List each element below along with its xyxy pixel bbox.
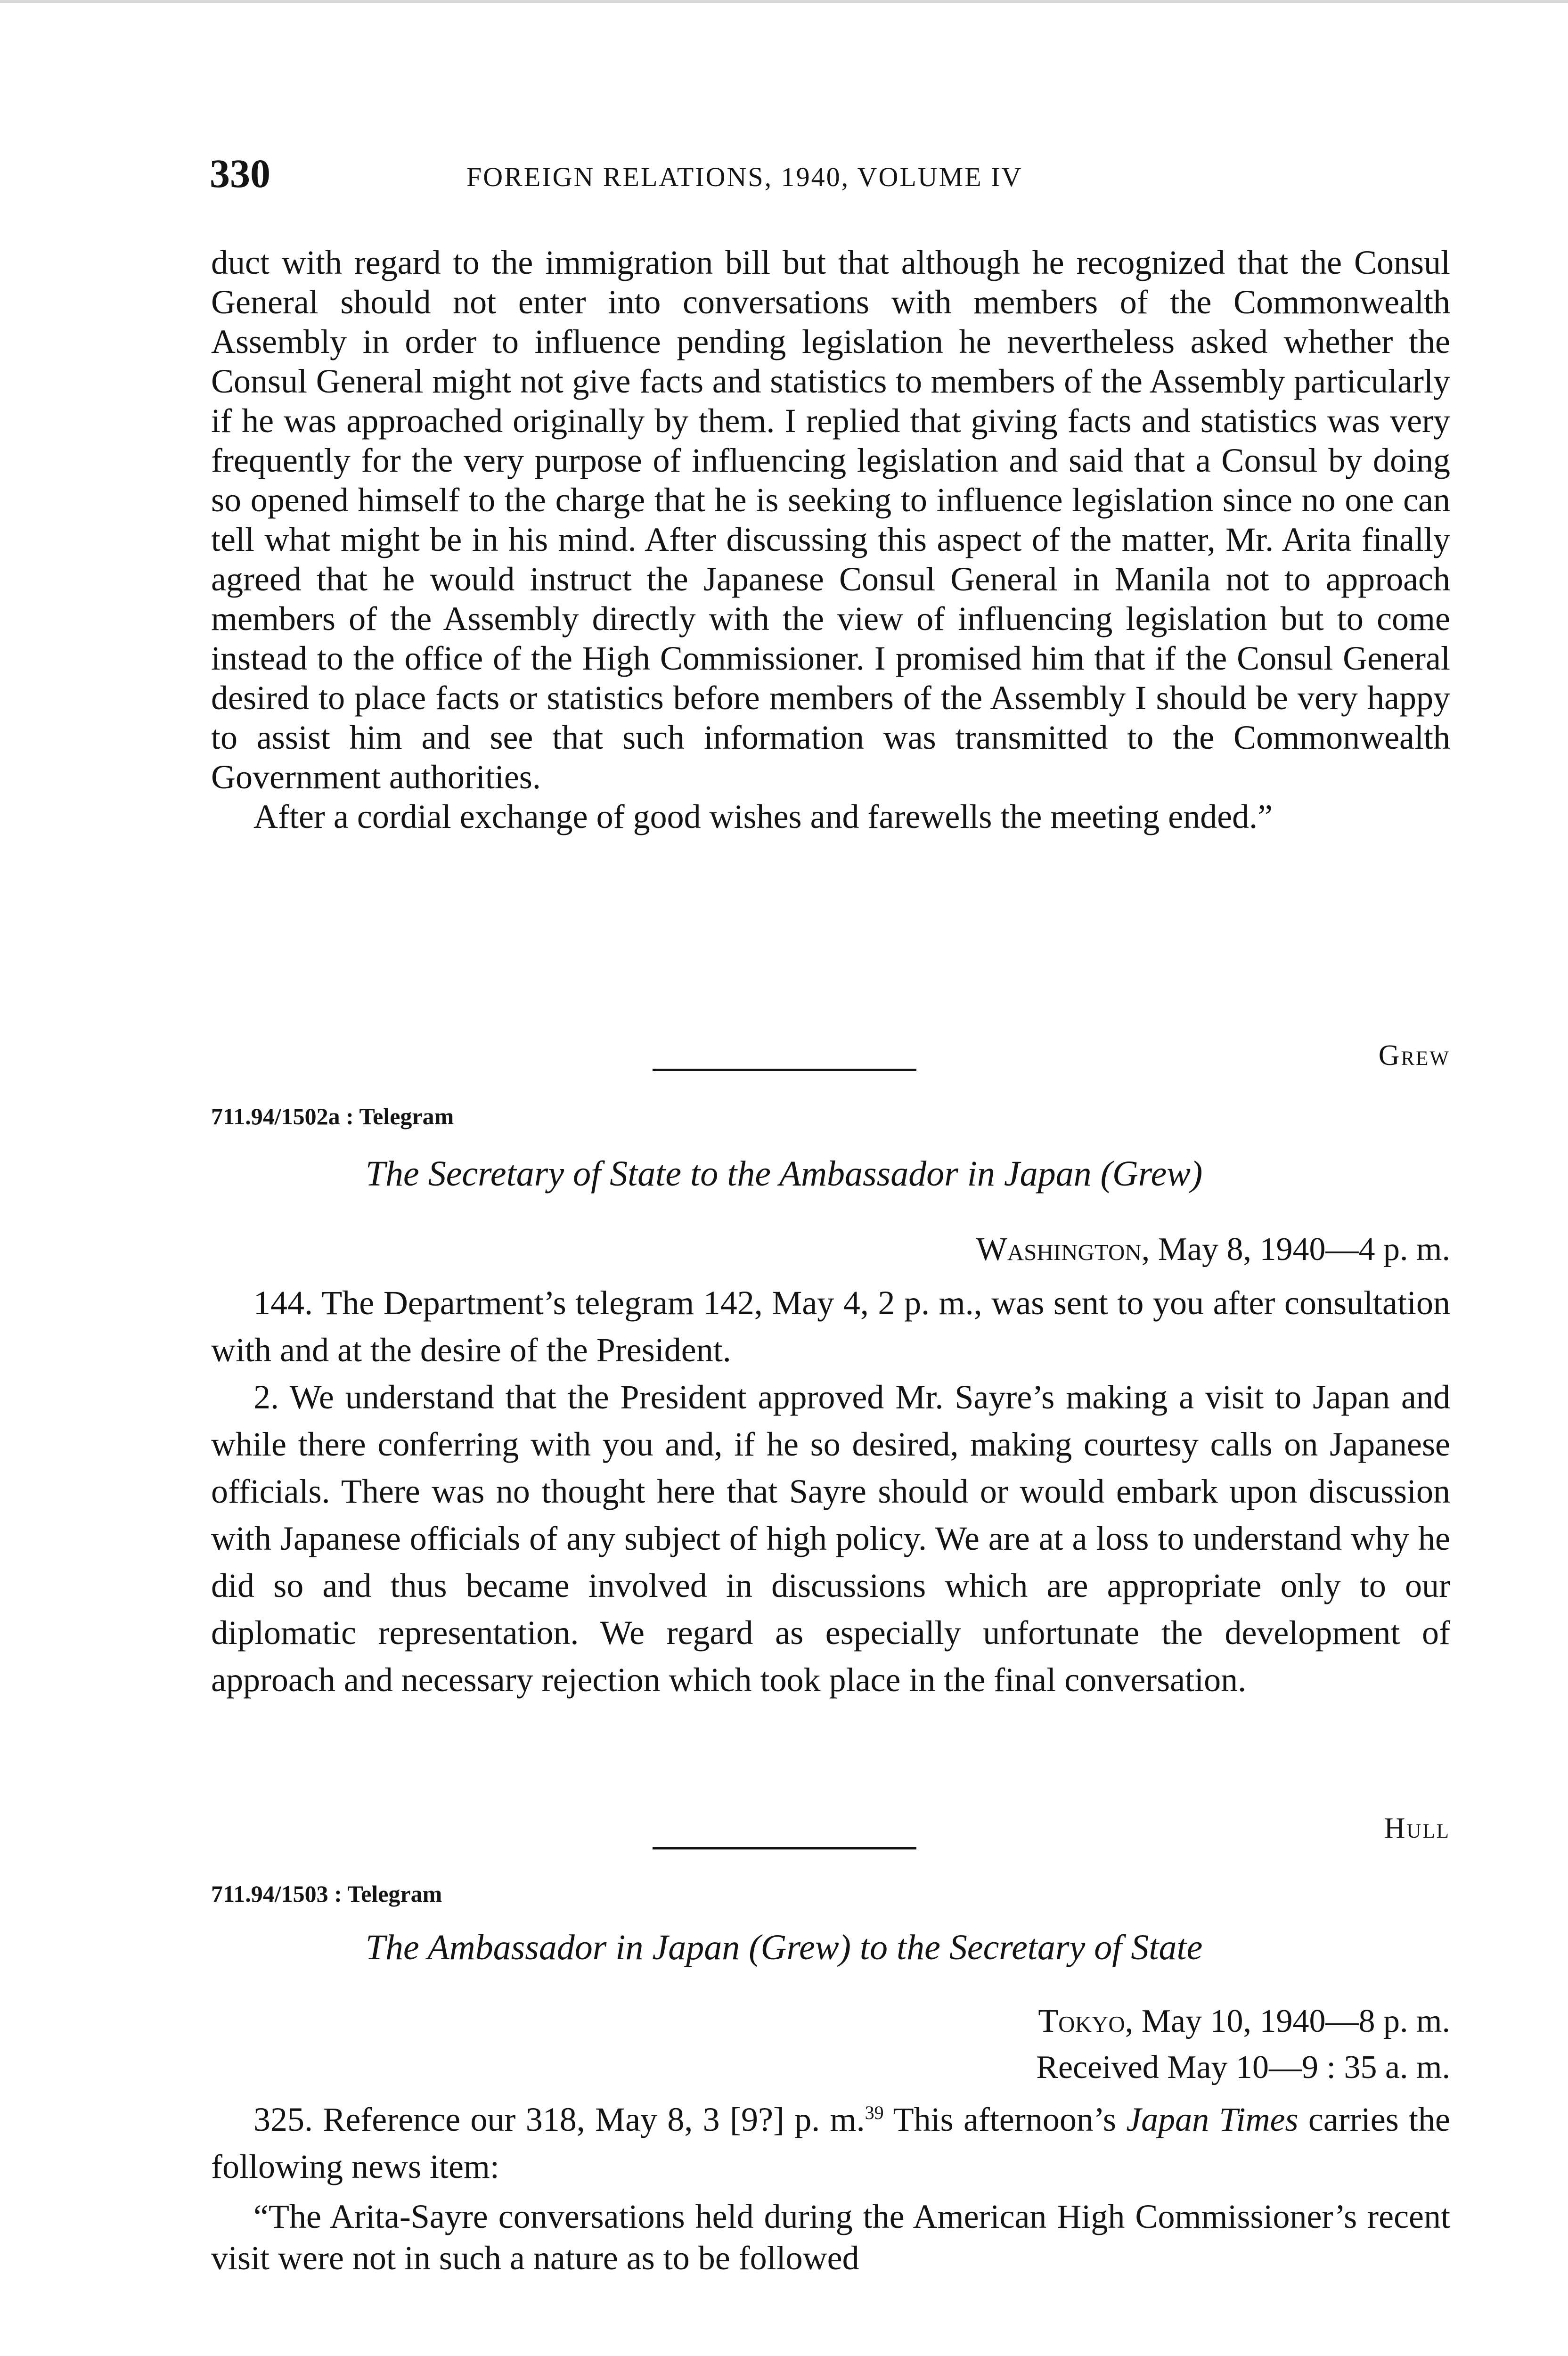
doc1-paragraph-1-text: 144. The Department’s telegram 142, May 4, 2 p. m., was sent to you after consultation with and at the desire of the President. bbox=[211, 1284, 1450, 1369]
doc2-paragraph-1 bbox=[211, 2096, 1450, 2190]
signature-hull: Hull bbox=[1384, 1812, 1450, 1844]
doc2-title: The Ambassador in Japan (Grew) to the Secretary of State bbox=[365, 1928, 1203, 1967]
doc2-paragraph-1-cont: This afternoon’s bbox=[883, 2101, 1116, 2138]
doc2-quote-text: “The Arita-Sayre conversations held during the American High Commissioner’s recent visit were not in such a nature as to be followed bbox=[211, 2198, 1450, 2277]
doc1-title: The Secretary of State to the Ambassador in Japan (Grew) bbox=[365, 1154, 1203, 1194]
doc1-place: Washington, bbox=[976, 1231, 1150, 1268]
footnote-reference: 39 bbox=[865, 2102, 884, 2123]
doc1-file-reference: 711.94/1502a : Telegram bbox=[211, 1103, 454, 1129]
section-divider bbox=[653, 1069, 916, 1071]
doc2-quote bbox=[211, 2196, 1450, 2279]
scan-edge-line bbox=[0, 0, 1568, 3]
page-number: 330 bbox=[210, 151, 270, 196]
doc2-received: Received May 10—9 : 35 a. m. bbox=[1036, 2049, 1450, 2086]
page-header bbox=[210, 150, 1449, 206]
signature-grew: Grew bbox=[1378, 1039, 1450, 1072]
doc1-date: May 8, 1940—4 p. m. bbox=[1150, 1231, 1450, 1268]
doc2-file-reference: 711.94/1503 : Telegram bbox=[211, 1881, 442, 1907]
doc2-place: Tokyo, bbox=[1038, 2003, 1134, 2039]
doc2-dateline bbox=[1038, 2003, 1450, 2040]
newspaper-name: Japan Times bbox=[1126, 2101, 1298, 2138]
doc1-paragraph-1 bbox=[211, 1279, 1450, 1374]
intro-paragraph: duct with regard to the immigration bill but that although he recognized that the Consul General should not enter into conversations with members of the Commonwealth Assembly in order to influence pending legislation he nevertheless asked whether the Consul General might not give facts and statistics to members of the Assembly particularly if he was approached originally by them. I replied that giving facts and statistics was very frequently for the very purpose of influencing legislation and said that a Consul by doing so opened himself to the charge that he is seeking to influence legislation since no one can tell what might be in his mind. After discussing this aspect of the matter, Mr. Arita finally agreed that he would instruct the Japanese Consul General in Manila not to approach members of the Assembly directly with the view of influencing legislation but to come instead to the office of the High Commissioner. I promised him that if the Consul General desired to place facts or statistics before members of the Assembly I should be very happy to assist him and see that such information was transmitted to the Commonwealth Government authorities. bbox=[211, 244, 1450, 796]
doc1-paragraph-2 bbox=[211, 1374, 1450, 1703]
doc2-paragraph-1-text: 325. Reference our 318, May 8, 3 [9?] p. m. bbox=[253, 2101, 865, 2138]
doc1-body bbox=[211, 1279, 1450, 1703]
doc2-paragraph-1-end: carries the following news item: bbox=[211, 2101, 1450, 2185]
doc2-date: May 10, 1940—8 p. m. bbox=[1133, 2003, 1450, 2039]
section-divider bbox=[653, 1847, 916, 1849]
intro-closing-text: After a cordial exchange of good wishes and farewells the meeting ended.” bbox=[253, 798, 1273, 835]
doc2-body bbox=[211, 2096, 1450, 2279]
doc1-paragraph-2-text: 2. We understand that the President approved Mr. Sayre’s making a visit to Japan and while there conferring with you and, if he so desired, making courtesy calls on Japanese officials. There was no thought here that Sayre should or would embark upon discussion with Japanese officials of any subject of high policy. We are at a loss to understand why he did so and thus became involved in discussions which are appropriate only to our diplomatic representation. We regard as especially unfortunate the development of approach and necessary rejection which took place in the final conversation. bbox=[211, 1378, 1450, 1699]
intro-closing-paragraph bbox=[211, 797, 1450, 836]
doc1-dateline bbox=[976, 1231, 1450, 1268]
intro-section bbox=[211, 243, 1450, 836]
running-title: FOREIGN RELATIONS, 1940, VOLUME IV bbox=[466, 162, 1023, 192]
